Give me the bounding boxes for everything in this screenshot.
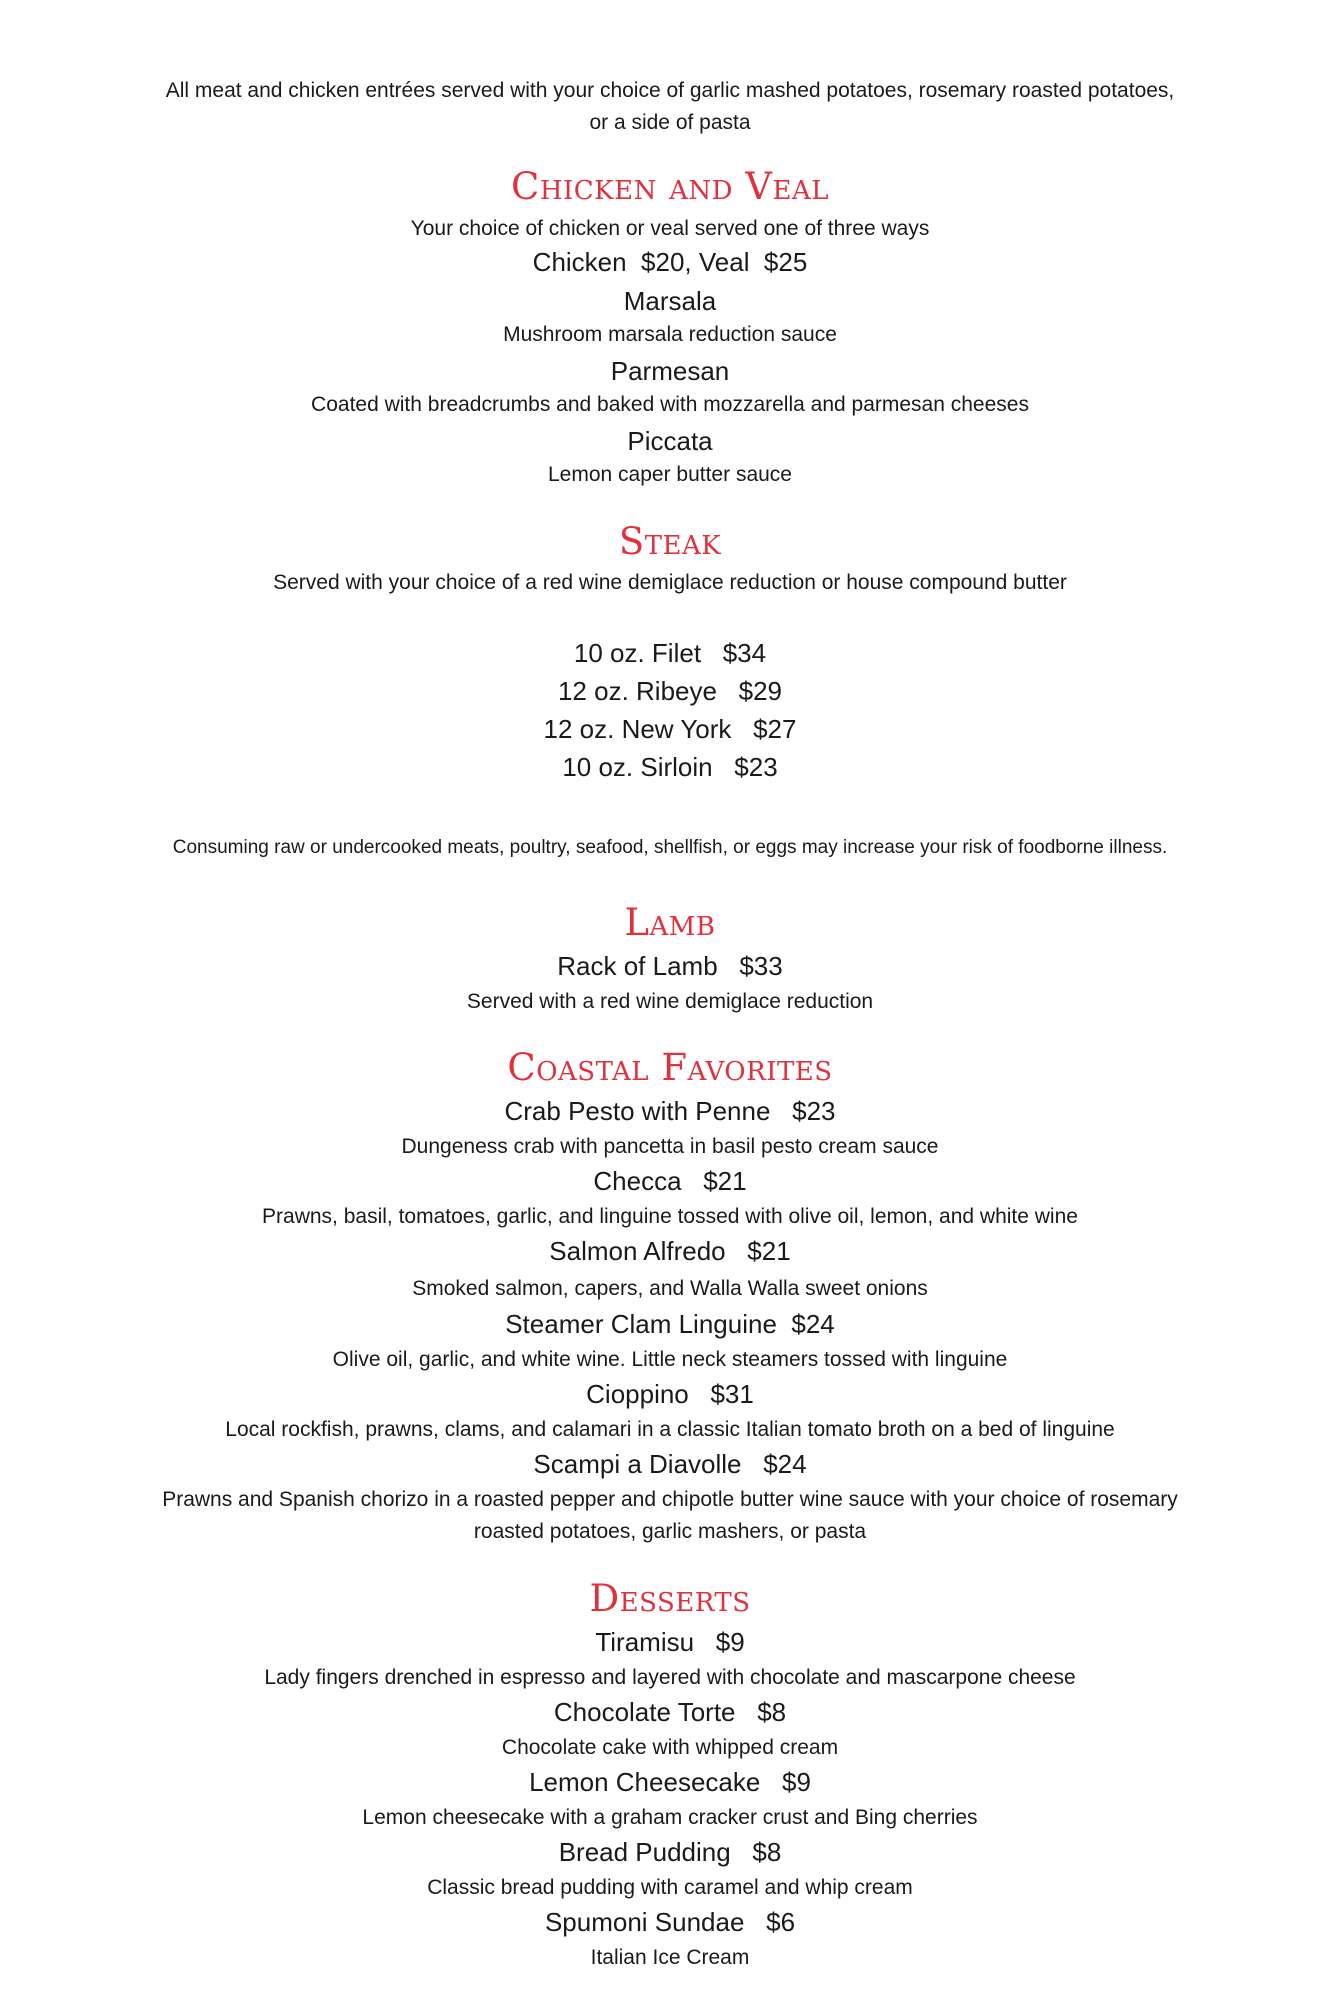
menu-item-name: 10 oz. Filet xyxy=(573,638,702,668)
menu-item-desc: Coated with breadcrumbs and baked with mozzarella and parmesan cheeses xyxy=(311,393,1029,416)
menu-item-desc: Dungeness crab with pancetta in basil pesto cream sauce xyxy=(401,1135,939,1158)
menu-item-name: Lemon Cheesecake xyxy=(529,1767,761,1797)
menu-item-price: $34 xyxy=(722,638,767,668)
menu-item-price: $24 xyxy=(763,1449,807,1479)
menu-item-price: $29 xyxy=(738,676,783,706)
coastal-item xyxy=(0,1381,1340,1407)
menu-item-price: $8 xyxy=(752,1837,782,1867)
menu-item-desc: Local rockfish, prawns, clams, and calamari in a classic Italian tomato broth on a bed of linguine xyxy=(225,1418,1115,1441)
menu-item-desc: Classic bread pudding with caramel and whip cream xyxy=(427,1876,913,1899)
menu-item-name: Scampi a Diavolle xyxy=(533,1449,742,1479)
section-heading-coastal-favorites: Coastal Favorites xyxy=(507,1046,833,1089)
menu-item-price: $21 xyxy=(703,1166,747,1196)
intro-line-1: All meat and chicken entrées served with your choice of garlic mashed potatoes, rosemary roasted potatoes, xyxy=(165,79,1175,102)
menu-item-name: 12 oz. New York xyxy=(543,714,732,744)
menu-item-name: Marsala xyxy=(623,286,717,316)
section-heading-desserts: Desserts xyxy=(589,1577,751,1620)
menu-item-price: $23 xyxy=(734,752,778,782)
menu-item-desc: Lemon caper butter sauce xyxy=(548,463,792,486)
menu-item-desc: Olive oil, garlic, and white wine. Little neck steamers tossed with linguine xyxy=(332,1348,1008,1371)
menu-item-name: Checca xyxy=(593,1166,682,1196)
dessert-item xyxy=(0,1769,1340,1795)
steak-subtitle: Served with your choice of a red wine demiglace reduction or house compound butter xyxy=(273,571,1067,594)
menu-item-desc: Italian Ice Cream xyxy=(590,1946,750,1969)
menu-item-desc: Chocolate cake with whipped cream xyxy=(501,1736,839,1759)
menu-item-name: Piccata xyxy=(627,426,713,456)
menu-item-name: Tiramisu xyxy=(595,1627,695,1657)
menu-item-price: $6 xyxy=(766,1907,796,1937)
coastal-item xyxy=(0,1451,1340,1477)
steak-item xyxy=(0,716,1340,742)
menu-item-name: Parmesan xyxy=(610,356,730,386)
menu-item-price: $33 xyxy=(739,951,783,981)
menu-item-price: $21 xyxy=(747,1236,791,1266)
menu-item-desc-continued: roasted potatoes, garlic mashers, or pasta xyxy=(473,1520,867,1543)
steak-item xyxy=(0,640,1340,666)
menu-item-name: Chocolate Torte xyxy=(553,1697,736,1727)
menu-item-price: $27 xyxy=(753,714,797,744)
menu-item-desc: Mushroom marsala reduction sauce xyxy=(503,323,837,346)
section-heading-chicken-veal: Chicken and Veal xyxy=(511,165,829,208)
chicken-veal-prices: Chicken $20, Veal $25 xyxy=(532,247,808,277)
coastal-item xyxy=(0,1238,1340,1264)
menu-item-name: Steamer Clam Linguine xyxy=(505,1309,777,1339)
dessert-item xyxy=(0,1699,1340,1725)
intro-line-2: or a side of pasta xyxy=(589,111,751,134)
menu-item-desc: Prawns, basil, tomatoes, garlic, and linguine tossed with olive oil, lemon, and white wine xyxy=(262,1205,1078,1228)
section-heading-lamb: Lamb xyxy=(624,901,716,944)
menu-item-desc: Smoked salmon, capers, and Walla Walla sweet onions xyxy=(412,1277,928,1300)
menu-item-desc: Lady fingers drenched in espresso and layered with chocolate and mascarpone cheese xyxy=(264,1666,1076,1689)
menu-item-price: $9 xyxy=(782,1767,811,1797)
dessert-item xyxy=(0,1629,1340,1655)
menu-item-name: Salmon Alfredo xyxy=(549,1236,726,1266)
menu-item-name: Cioppino xyxy=(586,1379,689,1409)
menu-item-price: $31 xyxy=(710,1379,754,1409)
menu-item-desc: Prawns and Spanish chorizo in a roasted pepper and chipotle butter wine sauce with your choice of rosemary xyxy=(162,1488,1178,1511)
food-safety-warning: Consuming raw or undercooked meats, poultry, seafood, shellfish, or eggs may increase your risk of foodborne illness. xyxy=(172,837,1168,858)
menu-item-price: $9 xyxy=(715,1627,745,1657)
menu-item-name: Spumoni Sundae xyxy=(544,1907,745,1937)
dessert-item xyxy=(0,1839,1340,1865)
menu-item-name: Bread Pudding xyxy=(558,1837,731,1867)
steak-item xyxy=(0,678,1340,704)
menu-item-desc: Lemon cheesecake with a graham cracker crust and Bing cherries xyxy=(362,1806,978,1829)
menu-item-name: Rack of Lamb xyxy=(557,951,718,981)
coastal-item xyxy=(0,1168,1340,1194)
lamb-item xyxy=(0,953,1340,979)
menu-item-name: Crab Pesto with Penne xyxy=(504,1096,771,1126)
section-heading-steak: Steak xyxy=(618,520,722,563)
menu-item-desc: Served with a red wine demiglace reduction xyxy=(466,990,874,1013)
steak-item xyxy=(0,754,1340,780)
coastal-item xyxy=(0,1098,1340,1124)
chicken-veal-subtitle: Your choice of chicken or veal served one of three ways xyxy=(410,217,930,240)
menu-item-name: 10 oz. Sirloin xyxy=(562,752,713,782)
dessert-item xyxy=(0,1909,1340,1935)
menu-item-price: $23 xyxy=(792,1096,836,1126)
menu-item-price: $24 xyxy=(791,1309,835,1339)
menu-item-name: 12 oz. Ribeye xyxy=(557,676,717,706)
coastal-item xyxy=(0,1311,1340,1337)
menu-item-price: $8 xyxy=(757,1697,787,1727)
